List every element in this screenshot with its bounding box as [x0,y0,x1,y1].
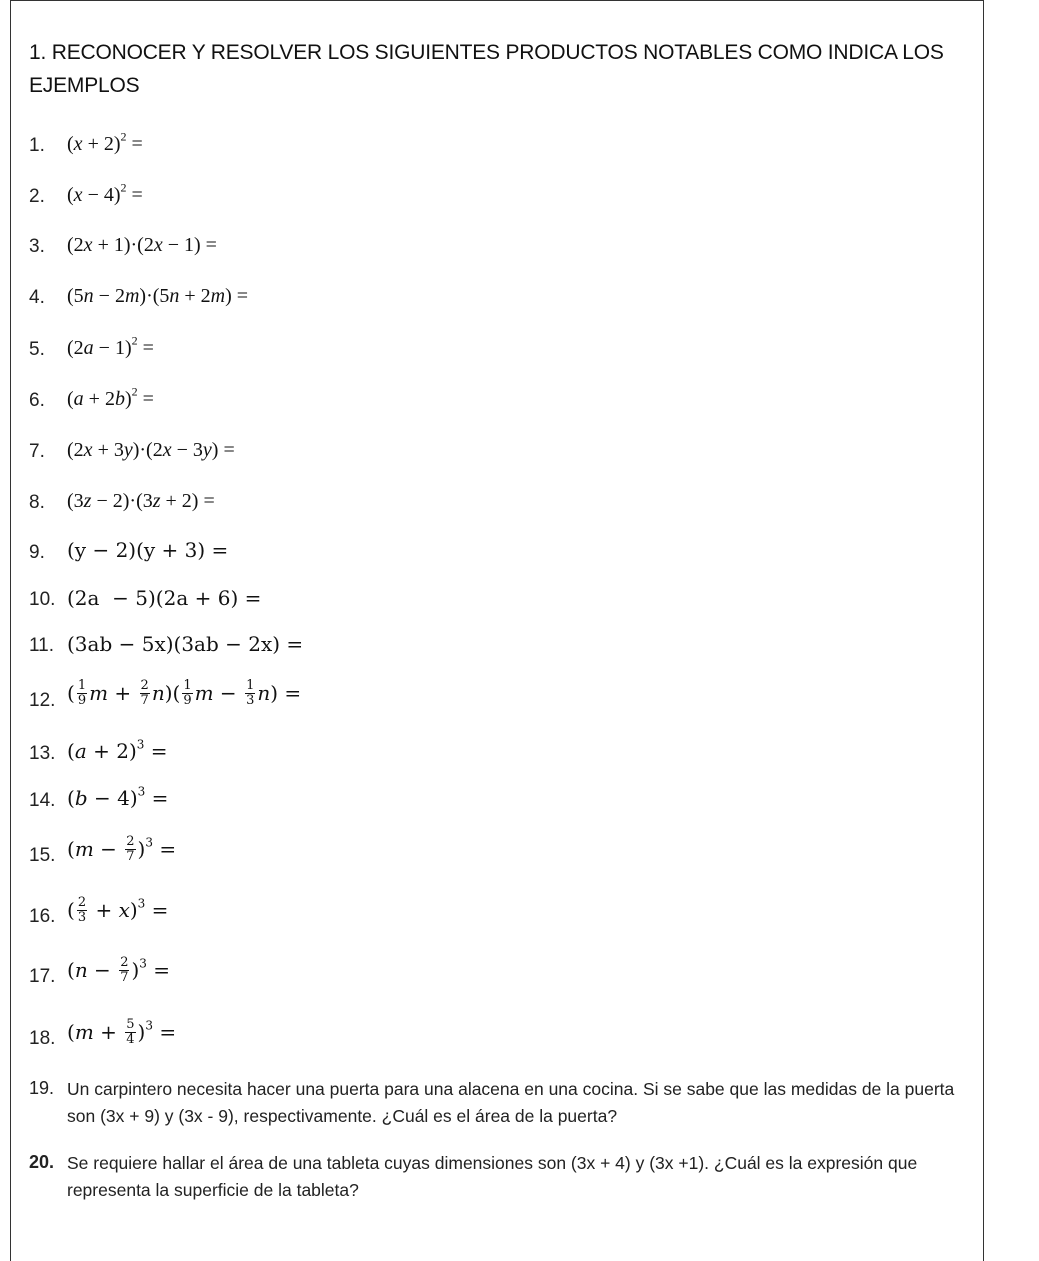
problem-number: 20. [29,1152,55,1172]
item-expression: $(2a - 1)^2$ = [67,333,154,359]
item-number: 5. [29,339,45,360]
item-number: 7. [29,441,45,462]
item-number: 3. [29,236,45,257]
problem-number: 19. [29,1078,55,1098]
item-expression: $(a + 2b)^2$ = [67,384,154,410]
item-expression: ( $\frac{1}{9}$ m + $\frac{2}{7}$ n)( $\frac{1}{9}$ m − $\frac{1}{3}$ n) = [67,678,302,708]
item-expression: $(a + 2)^3$ = [67,737,168,763]
item-number: 17. [29,966,56,987]
item-expression: (m + $\frac{5}{4}$ )$^3$ = [67,1017,177,1047]
item-expression: (3z − 2)·(3z + 2) = [67,490,215,512]
item-number: 18. [29,1028,56,1049]
item-expression: (y − 2)(y + 3) = [67,538,229,562]
item-number: 15. [29,845,56,866]
item-number: 9. [29,542,45,563]
item-expression: ( $\frac{2}{3}$ + x)$^3$ = [67,895,169,925]
item-number: 14. [29,790,56,811]
page-frame [10,0,984,1261]
item-number: 11. [29,635,55,656]
item-expression: (2x + 1)·(2x − 1) = [67,234,217,256]
item-expression: $(x - 4)^2$ = [67,180,143,206]
item-expression: (n − $\frac{2}{7}$ )$^3$ = [67,955,171,985]
item-expression: (5n − 2m)·(5n + 2m) = [67,285,249,307]
item-number: 8. [29,492,45,513]
item-expression: (2a − 5)(2a + 6) = [67,586,262,610]
item-number: 10. [29,589,56,610]
item-number: 1. [29,135,45,156]
problem-text: Un carpintero necesita hacer una puerta para una alacena en una cocina. Si se sabe que las medidas de la puerta son (3x + 9) y (3x - 9), respectivamente. ¿Cuál es el área de la puerta? [67,1079,955,1126]
item-number: 4. [29,287,45,308]
item-number: 6. [29,390,45,411]
item-number: 16. [29,906,56,927]
item-number: 12. [29,690,56,711]
item-expression: (2x + 3y)·(2x − 3y) = [67,439,235,461]
item-expression: (3ab − 5x)(3ab − 2x) = [67,632,304,656]
problem-text: Se requiere hallar el área de una tableta cuyas dimensiones son (3x + 4) y (3x +1). ¿Cuál es la expresión que representa la superficie de la tableta? [67,1153,918,1200]
item-expression: (m − $\frac{2}{7}$ )$^3$ = [67,834,177,864]
item-number: 2. [29,186,45,207]
section-title: 1. RECONOCER Y RESOLVER LOS SIGUIENTES PRODUCTOS NOTABLES COMO INDICA LOS EJEMPLOS [29,41,944,97]
item-expression: $(b - 4)^3$ = [67,784,169,810]
item-number: 13. [29,743,56,764]
item-expression: $(x + 2)^2$ = [67,129,143,155]
